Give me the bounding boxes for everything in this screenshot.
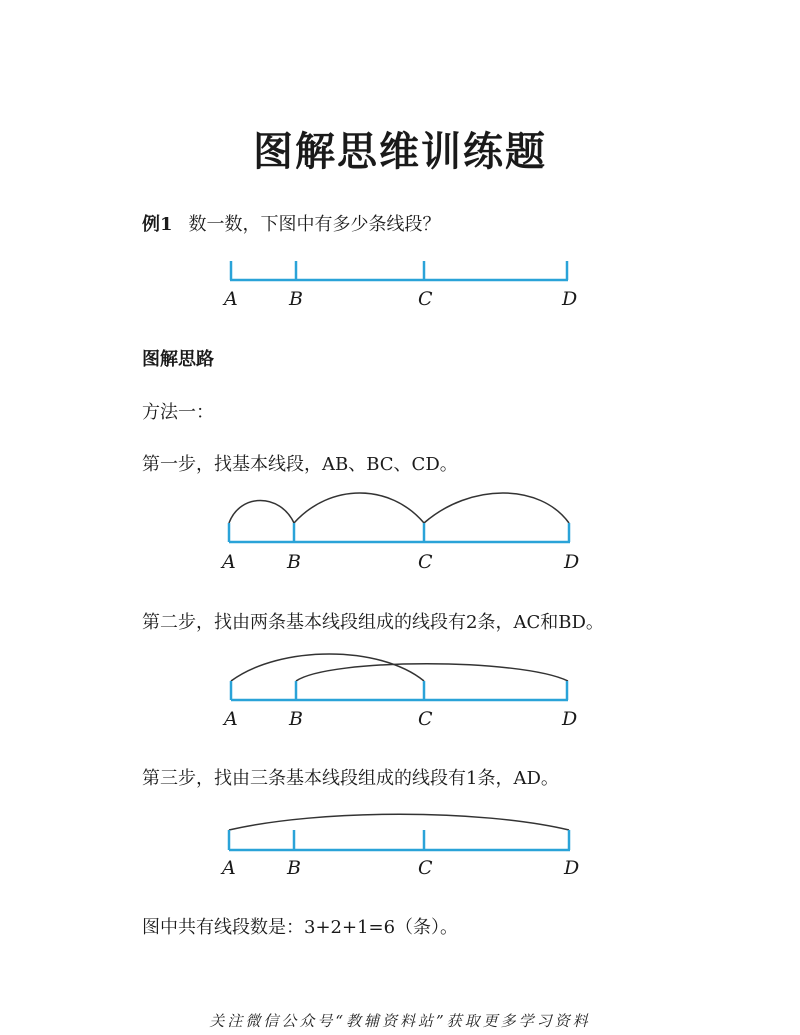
label-d: D (562, 708, 578, 730)
label-b: B (289, 708, 303, 730)
label-a: A (222, 551, 236, 573)
label-d: D (564, 551, 580, 573)
arc-ac (231, 654, 424, 681)
footer-watermark: 关注微信公众号“教辅资料站”获取更多学习资料 (209, 1012, 591, 1030)
arc-bc (294, 493, 424, 523)
label-d: D (564, 857, 580, 879)
label-a: A (222, 857, 236, 879)
label-c: C (418, 551, 433, 573)
step-1: 第一步，找基本线段，AB、BC、CD。 (142, 454, 458, 475)
label-b: B (289, 288, 303, 310)
conclusion: 图中共有线段数是：3+2+1=6（条）。 (142, 917, 459, 938)
label-a: A (224, 708, 238, 730)
label-c: C (418, 288, 433, 310)
figure-segment-plain (0, 255, 800, 315)
step-2: 第二步，找由两条基本线段组成的线段有2条，AC和BD。 (142, 612, 604, 633)
arc-ad (229, 814, 569, 830)
arc-ab (229, 501, 294, 524)
label-b: B (287, 551, 301, 573)
step-3: 第三步，找由三条基本线段组成的线段有1条，AD。 (142, 768, 559, 789)
arc-bd (296, 664, 568, 681)
figure-step-3 (0, 805, 800, 885)
label-c: C (418, 708, 433, 730)
example-question (142, 210, 441, 236)
solution-heading: 图解思路 (142, 349, 214, 370)
arc-cd (424, 493, 569, 523)
example-number: 例1 (142, 214, 173, 235)
label-c: C (418, 857, 433, 879)
page-title: 图解思维训练题 (253, 128, 547, 175)
label-b: B (287, 857, 301, 879)
method-label: 方法一： (142, 402, 214, 423)
label-a: A (224, 288, 238, 310)
figure-step-1 (0, 485, 800, 575)
label-d: D (562, 288, 578, 310)
figure-step-2 (0, 650, 800, 735)
example-question-text: 数一数，下图中有多少条线段？ (188, 214, 441, 235)
